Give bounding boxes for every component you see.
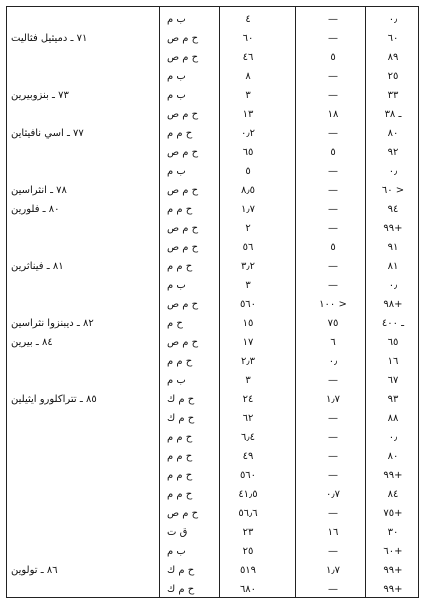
compound-name (11, 485, 157, 505)
value-col-3: ٦٥ (242, 147, 254, 158)
value-col-4: — (328, 261, 338, 272)
value-col-3: ٥٦٠ (239, 299, 257, 310)
value-col-4: — (328, 204, 338, 215)
value-col-5: ٨٠ (387, 128, 399, 139)
table-page (6, 6, 419, 598)
method-code: ق ت (167, 527, 188, 538)
value-col-4: — (328, 470, 338, 481)
method-code: ح م (167, 318, 183, 329)
table-row (7, 276, 418, 296)
value-col-3: ٣ (245, 375, 251, 386)
compound-name: ٨٤ ـ بيرين (11, 337, 53, 348)
value-col-5: ٨٩ (387, 52, 399, 63)
value-col-5: ٦٥ (387, 337, 399, 348)
value-col-5: +٩٩ (383, 470, 403, 481)
value-col-4: — (328, 14, 338, 25)
compound-name (11, 409, 157, 429)
method-code: ب م (167, 14, 186, 25)
value-col-5: ـ ٣٨ (384, 109, 402, 120)
method-code: ب م (167, 375, 186, 386)
compound-name (11, 10, 157, 30)
value-col-4: ١٦ (327, 527, 339, 538)
value-col-5: ٣٠ (387, 527, 399, 538)
method-code: ح م ص (167, 109, 199, 120)
table-row (7, 333, 418, 353)
table-row (7, 428, 418, 448)
method-code: ب م (167, 280, 186, 291)
value-col-3: ٨٫٥ (241, 185, 255, 196)
value-col-3: ٦٠ (242, 33, 254, 44)
table-row (7, 86, 418, 106)
value-col-3: ٥٦٫٦ (238, 508, 258, 519)
compound-name: ٨٦ ـ تولوين (11, 565, 58, 576)
value-col-5: ١٦ (387, 356, 399, 367)
compound-name: ٧٣ ـ بنزوبيرين (11, 90, 69, 101)
value-col-5: ٣٣ (387, 90, 399, 101)
value-col-4: ٥ (330, 52, 336, 63)
value-col-3: ٣ (245, 90, 251, 101)
value-col-5: ٦٠ (387, 33, 399, 44)
compound-name (11, 466, 157, 486)
compound-name (11, 523, 157, 543)
value-col-4: — (328, 223, 338, 234)
table-row (7, 124, 418, 144)
compound-name (11, 447, 157, 467)
table-row (7, 371, 418, 391)
method-code: ح م ص (167, 52, 199, 63)
method-code: ب م (167, 71, 186, 82)
value-col-4: — (328, 546, 338, 557)
method-code: ح م م (167, 204, 193, 215)
value-col-4: ٠٫٧ (326, 489, 340, 500)
value-col-5: ٩٣ (387, 394, 399, 405)
value-col-3: ٦٫٤ (241, 432, 255, 443)
compound-name (11, 371, 157, 391)
method-code: ح م ك (167, 413, 195, 424)
value-col-4: — (328, 584, 338, 595)
method-code: ح م م (167, 356, 193, 367)
method-code: ح م ك (167, 584, 195, 595)
table-row (7, 48, 418, 68)
compound-name (11, 352, 157, 372)
compound-name: ٨٥ ـ تتراكلورو ايثيلين (11, 394, 97, 405)
compound-name (11, 143, 157, 163)
value-col-5: ٨١ (387, 261, 399, 272)
method-code: ح م م (167, 432, 193, 443)
value-col-5: ٠٫ (388, 14, 398, 25)
table-row (7, 257, 418, 277)
value-col-3: ٢٤ (242, 394, 254, 405)
method-code: ح م ص (167, 242, 199, 253)
value-col-5: +٩٨ (383, 299, 403, 310)
compound-name (11, 295, 157, 315)
value-col-5: ٠٫ (388, 166, 398, 177)
value-col-3: ١٫٧ (241, 204, 255, 215)
method-code: ب م (167, 166, 186, 177)
value-col-4: ٥ (330, 147, 336, 158)
compound-name: ٧٨ ـ انثراسين (11, 185, 67, 196)
method-code: ب م (167, 90, 186, 101)
value-col-3: ٢٣ (242, 527, 254, 538)
value-col-4: — (328, 375, 338, 386)
value-col-3: ٨ (245, 71, 251, 82)
compound-name (11, 105, 157, 125)
value-col-3: ٣٫٢ (241, 261, 255, 272)
value-col-5: ٦٧ (387, 375, 399, 386)
value-col-3: ٤٩ (242, 451, 254, 462)
value-col-4: ١٫٧ (326, 394, 340, 405)
compound-name (11, 238, 157, 258)
table-row (7, 466, 418, 486)
method-code: ح م م (167, 489, 193, 500)
value-col-3: ٢٫٣ (241, 356, 255, 367)
method-code: ح م ص (167, 223, 199, 234)
table-row (7, 447, 418, 467)
method-code: ح م ص (167, 508, 199, 519)
table-row (7, 504, 418, 524)
compound-name (11, 219, 157, 239)
value-col-5: < ٦٠ (381, 185, 405, 196)
value-col-5: +٧٥ (383, 508, 403, 519)
table-row (7, 580, 418, 600)
method-code: ح م م (167, 261, 193, 272)
value-col-4: — (328, 185, 338, 196)
value-col-4: — (328, 451, 338, 462)
table-row (7, 143, 418, 163)
value-col-5: +٩٩ (383, 223, 403, 234)
value-col-4: ١٫٧ (326, 565, 340, 576)
value-col-5: +٩٩ (383, 584, 403, 595)
value-col-3: ٤٦ (242, 52, 254, 63)
value-col-4: ٥ (330, 242, 336, 253)
value-col-5: ٨٨ (387, 413, 399, 424)
method-code: ح م ص (167, 337, 199, 348)
compound-name (11, 162, 157, 182)
value-col-3: ٢٥ (242, 546, 254, 557)
method-code: ح م م (167, 470, 193, 481)
table-row (7, 200, 418, 220)
table-row (7, 29, 418, 49)
table-row (7, 523, 418, 543)
method-code: ح م م (167, 128, 193, 139)
compound-name (11, 276, 157, 296)
value-col-3: ١٣ (242, 109, 254, 120)
table-row (7, 542, 418, 562)
compound-name (11, 428, 157, 448)
method-code: ب م (167, 546, 186, 557)
table-row (7, 352, 418, 372)
value-col-5: ٩٢ (387, 147, 399, 158)
value-col-3: ٦٢ (242, 413, 254, 424)
value-col-5: ٨٠ (387, 451, 399, 462)
table-row (7, 105, 418, 125)
value-col-5: +٦٠ (383, 546, 403, 557)
value-col-3: ٠٫٢ (241, 128, 255, 139)
compound-name: ٧٧ ـ اسي نافيثاين (11, 128, 84, 139)
table-row (7, 67, 418, 87)
value-col-5: ٠٫ (388, 280, 398, 291)
value-col-5: ٠٫ (388, 432, 398, 443)
value-col-5: ـ ٤٠٠ (381, 318, 405, 329)
value-col-4: ٦ (330, 337, 336, 348)
value-col-3: ٤ (245, 14, 251, 25)
value-col-3: ١٥ (242, 318, 254, 329)
value-col-4: ٧٥ (327, 318, 339, 329)
method-code: ح م ص (167, 147, 199, 158)
compound-name: ٨٢ ـ ديبنزوا نثراسين (11, 318, 94, 329)
value-col-4: ١٨ (327, 109, 339, 120)
value-col-3: ١٧ (242, 337, 254, 348)
compound-name (11, 580, 157, 600)
value-col-3: ٣ (245, 280, 251, 291)
compound-name (11, 504, 157, 524)
value-col-5: ٩٤ (387, 204, 399, 215)
compound-name (11, 67, 157, 87)
table-row (7, 295, 418, 315)
value-col-3: ٥٦ (242, 242, 254, 253)
table-row (7, 162, 418, 182)
value-col-3: ٥٦٠ (239, 470, 257, 481)
value-col-5: ٢٥ (387, 71, 399, 82)
value-col-4: < ١٠٠ (319, 299, 347, 310)
value-col-3: ٢ (245, 223, 251, 234)
value-col-5: ٩١ (387, 242, 399, 253)
value-col-4: — (328, 166, 338, 177)
method-code: ح م ص (167, 299, 199, 310)
method-code: ح م ك (167, 394, 195, 405)
value-col-4: — (328, 413, 338, 424)
value-col-4: ٠٫ (328, 356, 338, 367)
compound-name: ٨١ ـ فيناثرين (11, 261, 64, 272)
value-col-5: ٨٤ (387, 489, 399, 500)
compound-name (11, 542, 157, 562)
table-row (7, 219, 418, 239)
compound-name: ٨٠ ـ فلورين (11, 204, 60, 215)
value-col-4: — (328, 90, 338, 101)
method-code: ح م ك (167, 565, 195, 576)
table-row (7, 10, 418, 30)
compound-name: ٧١ ـ دميثيل فثاليت (11, 33, 88, 44)
table-row (7, 390, 418, 410)
value-col-3: ٥ (245, 166, 251, 177)
table-row (7, 181, 418, 201)
table-row (7, 409, 418, 429)
value-col-4: — (328, 280, 338, 291)
value-col-5: +٩٩ (383, 565, 403, 576)
table-row (7, 238, 418, 258)
value-col-4: — (328, 508, 338, 519)
table-row (7, 314, 418, 334)
method-code: ح م ص (167, 185, 199, 196)
method-code: ح م م (167, 451, 193, 462)
compound-name (11, 48, 157, 68)
value-col-4: — (328, 432, 338, 443)
value-col-4: — (328, 128, 338, 139)
value-col-4: — (328, 33, 338, 44)
table-row (7, 561, 418, 581)
value-col-4: — (328, 71, 338, 82)
value-col-3: ٥١٩ (239, 565, 257, 576)
method-code: ح م ص (167, 33, 199, 44)
value-col-3: ٦٨٠ (239, 584, 257, 595)
value-col-3: ٤١٫٥ (238, 489, 258, 500)
table-row (7, 485, 418, 505)
